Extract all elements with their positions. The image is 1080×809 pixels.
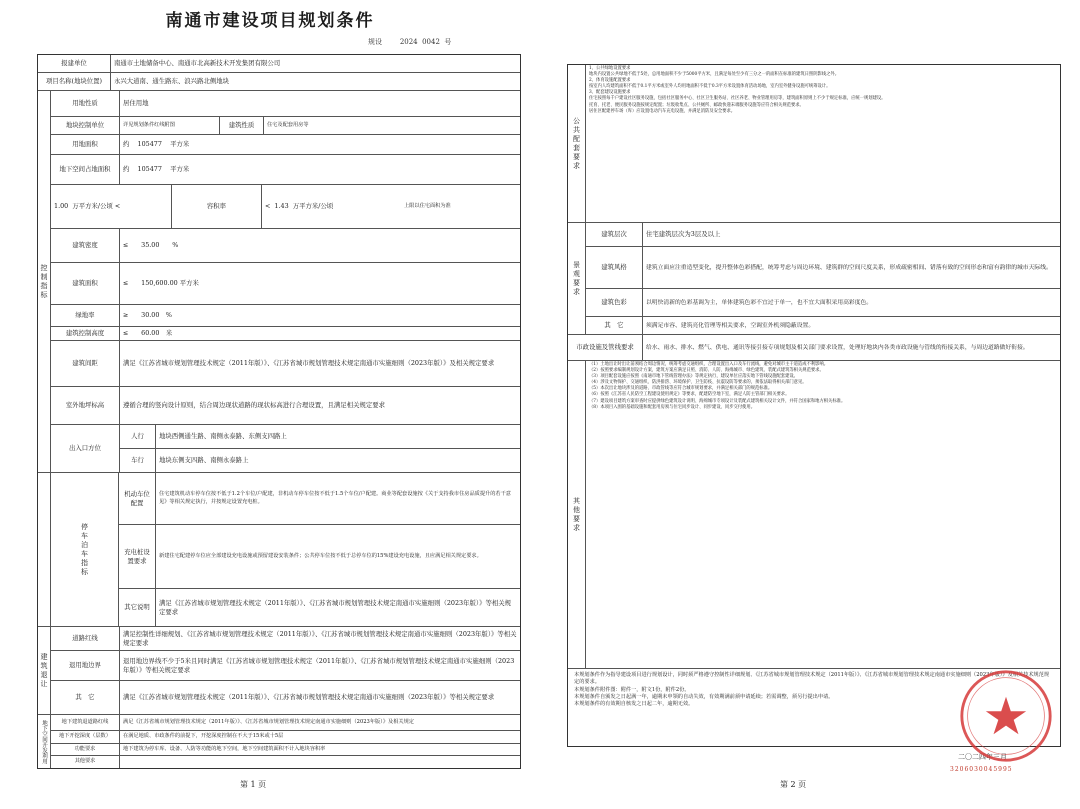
page-one-sheet [37, 54, 521, 769]
setback-other-label: 其 它 [75, 693, 95, 701]
page-two-number: 第 2 页 [780, 780, 807, 789]
color-label: 建筑色彩 [601, 298, 627, 306]
far-unit-max: 万平方米/公顷 [292, 202, 334, 210]
document-number [368, 37, 451, 47]
row-ev [119, 525, 520, 589]
section-public: 公共配套要求 [568, 65, 586, 223]
project-value: 永兴大道南、通生路东、浪兴路北侧地块 [110, 73, 520, 90]
ug-depth-label: 地下开挖深度（层数） [59, 733, 111, 740]
row-green [51, 305, 520, 327]
plot-code-value: 详见规划条件红线附图 [119, 117, 219, 134]
far-min: 1.00 [54, 202, 69, 210]
boundary-label: 退用地边界 [69, 661, 101, 669]
row-entrance [51, 425, 520, 473]
row-red-line [51, 627, 520, 651]
row-boundary [51, 651, 520, 681]
ev-value: 新建住宅配建停车位应全部建设充电设施或预留建设安装条件；公共停车位按不低于总停车位的15%建设充电设施，且应满足相关规定要求。 [155, 525, 520, 588]
outdoor-value: 遵循合理的竖向设计原则，结合周边现状道路的现状标高进行合理设置，且满足相关规定要求 [119, 387, 520, 424]
row-color [586, 289, 1060, 317]
row-underground-area [51, 155, 520, 185]
project-label: 项目名称(地块位置) [45, 77, 103, 85]
land-use-label: 用地性质 [72, 99, 98, 107]
row-project [38, 73, 520, 91]
height-label: 建筑控制高度 [65, 329, 105, 337]
setback-other-value: 满足《江苏省城市规划管理技术规定（2011年版）》、《江苏省城市规划管理技术规定南通市实施细则（2023年版）》等相关规定要求 [119, 681, 520, 714]
row-density [51, 229, 520, 263]
row-land-use [51, 91, 520, 117]
car-value: 住宅建筑机动车停车位按不低于1.2个车位/户配建，非机动车停车位按不低于1.5个车位/户配建。商业等配套设施按《关于支持我市住房品质提升的若干意见》等相关规定执行，并按规定设置充电桩。 [155, 473, 520, 524]
section-control-indicators: 控制指标 [38, 91, 51, 473]
municipal-label: 市政设施及管线要求 [576, 343, 634, 351]
row-ug-depth [51, 731, 520, 744]
underground-prefix: 约 [123, 165, 130, 173]
land-use-value: 居住用地 [119, 91, 520, 116]
green-label: 绿地率 [75, 311, 95, 319]
applicant-label: 报建单位 [61, 59, 87, 67]
height-value: ≤ 60.00 米 [119, 327, 520, 340]
public-text: 1、公共绿地设置要求 地块内设置公共绿地不低于5处，总用地面积不少于5000平方米，且满足每处至少有三分之一的面积在标准的建筑日照阴影线之外。 2、体育设施配置要求 按室内人均建筑面积不低于0.1平方米或室外人均用地面积不低于0.3平方米设置体育活动场地，室内室外健身设施可统筹设计。 3、配套建设设施要求 住宅按照每千户建设社区服务设施，包括社区服务中心、社区卫生服务站、社区养老、物业管理用房等，建筑面积原则上不少于规定标准，应统一规划建设。 托育、托老、便民服务设施按规定配置；垃圾收集点、公共厕所、邮政快递末端服务设施等应符合相关规范要求。 居住区配建停车场（库）应设置电动汽车充电设施，并满足消防及安全要求。 [589, 66, 886, 114]
ug-func-value: 地下建筑为停车库、设备、人防等功能的地下空间，地下空间建筑面积不计入地块容积率 [119, 744, 520, 755]
color-value: 以明快清新的色彩基调为主，单体建筑色彩不宜过于单一，也不宜大面积采用高彩度色。 [642, 289, 1060, 316]
underground-unit: 平方米 [170, 165, 190, 173]
gfa-label: 建筑面积 [72, 279, 98, 287]
doc-no: 0042 [422, 38, 440, 46]
setback-label: 建筑间距 [72, 359, 98, 367]
section-parking: 停车泊车指标 [51, 473, 119, 627]
area-unit: 平方米 [170, 140, 190, 148]
vehicle-value: 地块东侧支四路、南侧永泰路上 [155, 449, 520, 472]
applicant-value: 南通市土地储备中心、南通市北高新技术开发集团有限公司 [110, 55, 520, 72]
row-far: 1.00 万平方米/公顷 < 容积率 < 1.43 万平方米/公顷 上限以住宅面积为准 [51, 185, 520, 229]
footer-note-1: 本规划条件作为指导建设项目进行规划设计，同时须严格遵守控制性详细规划、《江苏省城市规划管理技术规定（2011年版）》、《江苏省城市规划管理技术规定南通市实施细则（2023年版）》及相关技术规范规定的要求。 [574, 672, 1050, 686]
underground-label: 地下空间占地面积 [59, 165, 111, 173]
seal-number: 3206030045995 [950, 766, 1013, 773]
row-setback [51, 341, 520, 387]
far-unit-min: 万平方米/公顷 [72, 202, 113, 210]
footer-note-4: 本规划条件的有效期自核发之日起二年，逾期无效。 [574, 701, 694, 708]
style-value: 建筑立面应注重造型变化，提升整体色彩搭配，统筹考虑与周边环境、建筑群的空间尺度关系，形成疏密相间、错落有致的空间形态和富有韵律的城市天际线。 [642, 247, 1060, 288]
municipal-value: 给水、雨水、排水、燃气、供电、通讯等接引接专项规划及相关部门要求设置，处理好地块内各类市政设施与管线的衔接关系，与周边道路做好衔接。 [642, 335, 1060, 360]
section-architecture: 景观要求 [568, 223, 586, 335]
row-public [568, 65, 1060, 223]
floors-label: 建筑层次 [601, 230, 627, 238]
far-label: 容积率 [171, 185, 261, 228]
doc-year: 2024 [399, 38, 418, 46]
nature-value: 住宅及配套用房等 [263, 117, 520, 134]
footer-note-2: 本规划条件附件图：附件一，附文1份，附件2份。 [574, 686, 690, 693]
doc-suffix: 号 [444, 38, 452, 46]
floors-value: 住宅建筑层次为3层及以上 [642, 223, 1060, 246]
arch-other-value: 须满足市容、建筑亮化管理等相关要求，空调室外机须隐蔽设置。 [642, 317, 1060, 334]
pedestrian-value: 地块西侧通生路、南侧永泰路、东侧支四路上 [155, 425, 520, 449]
page-one-number: 第 1 页 [240, 780, 267, 789]
pedestrian-label: 人行 [119, 425, 155, 449]
row-ug-other [51, 756, 520, 768]
row-outdoor [51, 387, 520, 425]
row-arch-other [586, 317, 1060, 335]
row-height [51, 327, 520, 341]
row-applicant [38, 55, 520, 73]
area-prefix: 约 [123, 140, 130, 148]
page-title: 南通市建设项目规划条件 [165, 11, 375, 31]
ug-func-label: 功能要求 [74, 745, 96, 752]
row-setback-other [51, 681, 520, 715]
other-text: （1）土地出让时出让前须结合周边情况，统筹考虑交通组织，合理设置出入口及车行流线，避免对城市主干道造成不利影响。 （2）按照要求编制规划设计方案，建筑方案应满足日照、消防、人防、海绵城市、绿色建筑、装配式建筑等相关规范要求。 （3）项目配套设施应按照《南通市地下管线管理办法》等规定执行，建设单位应落实地下管线设施配套建设。 （4）涉及文物保护、交通组织、防洪排涝、环境保护、卫生防疫、抗震设防等要求的，须依法取得相关部门意见。 （5）本次出让地块涉及的道路、市政管线等应符合城市规划要求，并满足相关部门的规范标准。 （6）按照《江苏省人民防空工程建设使用规定》等要求，配建防空地下室，满足人防主管部门相关要求。 （7）建设项目建筑方案审查时应提供绿色建筑设计说明、海绵城市专项设计及装配式建筑相关设计文件，并符合国家和地方相关标准。 （8）本项目入围的基础设施和配套用房须与住宅同步设计、同步建设、同步交付使用。 [589, 362, 846, 410]
outdoor-label: 室外地坪标高 [65, 401, 105, 409]
section-parking-left [38, 473, 51, 627]
ug-depth-value: 在满足地质、市政条件的前提下，开挖深度控制在不大于15米或十5层 [119, 731, 520, 743]
parking-other-label: 其它说明 [124, 603, 150, 611]
ug-other-value [119, 756, 520, 768]
area-label: 用地面积 [72, 140, 98, 148]
official-seal-icon [958, 668, 1054, 764]
doc-prefix: 规设 [368, 38, 382, 46]
style-label: 建筑风格 [601, 263, 627, 271]
row-car [119, 473, 520, 525]
section-setback: 建筑退让 [38, 627, 51, 715]
ug-other-label: 其他要求 [74, 758, 96, 765]
section-underground: 地下空间开发利用 [38, 715, 51, 768]
underground-value: 105477 [137, 165, 162, 173]
row-floors [586, 223, 1060, 247]
area-value: 105477 [137, 140, 162, 148]
page-two-sheet [567, 64, 1061, 747]
row-plot-code [51, 117, 520, 135]
row-style [586, 247, 1060, 289]
section-other: 其他要求 [568, 361, 586, 669]
row-other-requirements [568, 361, 1060, 669]
red-line-label: 道路红线 [72, 634, 98, 642]
ev-label: 充电桩设置要求 [124, 547, 150, 565]
red-line-value: 满足控制性详细规划、《江苏省城市规划管理技术规定（2011年版）》、《江苏省城市规划管理技术规定南通市实施细则（2023年版）》等相关规定要求 [119, 627, 520, 650]
row-municipal [568, 335, 1060, 361]
car-label: 机动车位配置 [124, 489, 150, 507]
boundary-value: 退用地边界线不少于5米且同时满足《江苏省城市规划管理技术规定（2011年版）》、《江苏省城市规划管理技术规定南通市实施细则（2023年版）》等相关规定要求 [119, 651, 520, 680]
far-max: 1.43 [274, 202, 289, 210]
far-note: 上限以住宅面积为准 [404, 202, 451, 209]
plot-code-label: 地块控制单位 [65, 121, 105, 129]
row-area [51, 135, 520, 155]
density-label: 建筑密度 [72, 241, 98, 249]
footer-note-3: 本规划条件自颁发之日起满一年，逾期未申领的自动失效，有效期满前须申请延续；若需调整，须另行提出申请。 [574, 693, 834, 700]
gfa-value: ≤ 150,600.00 平方米 [119, 263, 520, 304]
sign-date: 二〇二四年三月 [958, 753, 1007, 761]
row-parking-other [119, 589, 520, 627]
green-value: ≥ 30.00 % [119, 305, 520, 326]
ug-red-value: 满足《江苏省城市规划管理技术规定（2011年版）》、《江苏省城市规划管理技术规定南通市实施细则（2023年版）》及相关规定 [119, 715, 520, 730]
ug-red-label: 地下建筑退道路红线 [61, 718, 109, 725]
setback-value: 满足《江苏省城市规划管理技术规定（2011年版）》、《江苏省城市规划管理技术规定南通市实施细则（2023年版）》及相关规定要求 [119, 341, 520, 386]
nature-label: 建筑性质 [219, 117, 263, 134]
row-gfa [51, 263, 520, 305]
entrance-label: 出入口方位 [69, 444, 101, 452]
vehicle-label: 车行 [119, 449, 155, 472]
row-ug-red [51, 715, 520, 731]
density-value: ≤ 35.00 % [119, 229, 520, 262]
row-ug-func [51, 744, 520, 756]
parking-other-value: 满足《江苏省城市规划管理技术规定（2011年版）》、《江苏省城市规划管理技术规定南通市实施细则（2023年版）》等相关规定要求 [155, 589, 520, 626]
arch-other-label: 其 它 [604, 321, 624, 329]
